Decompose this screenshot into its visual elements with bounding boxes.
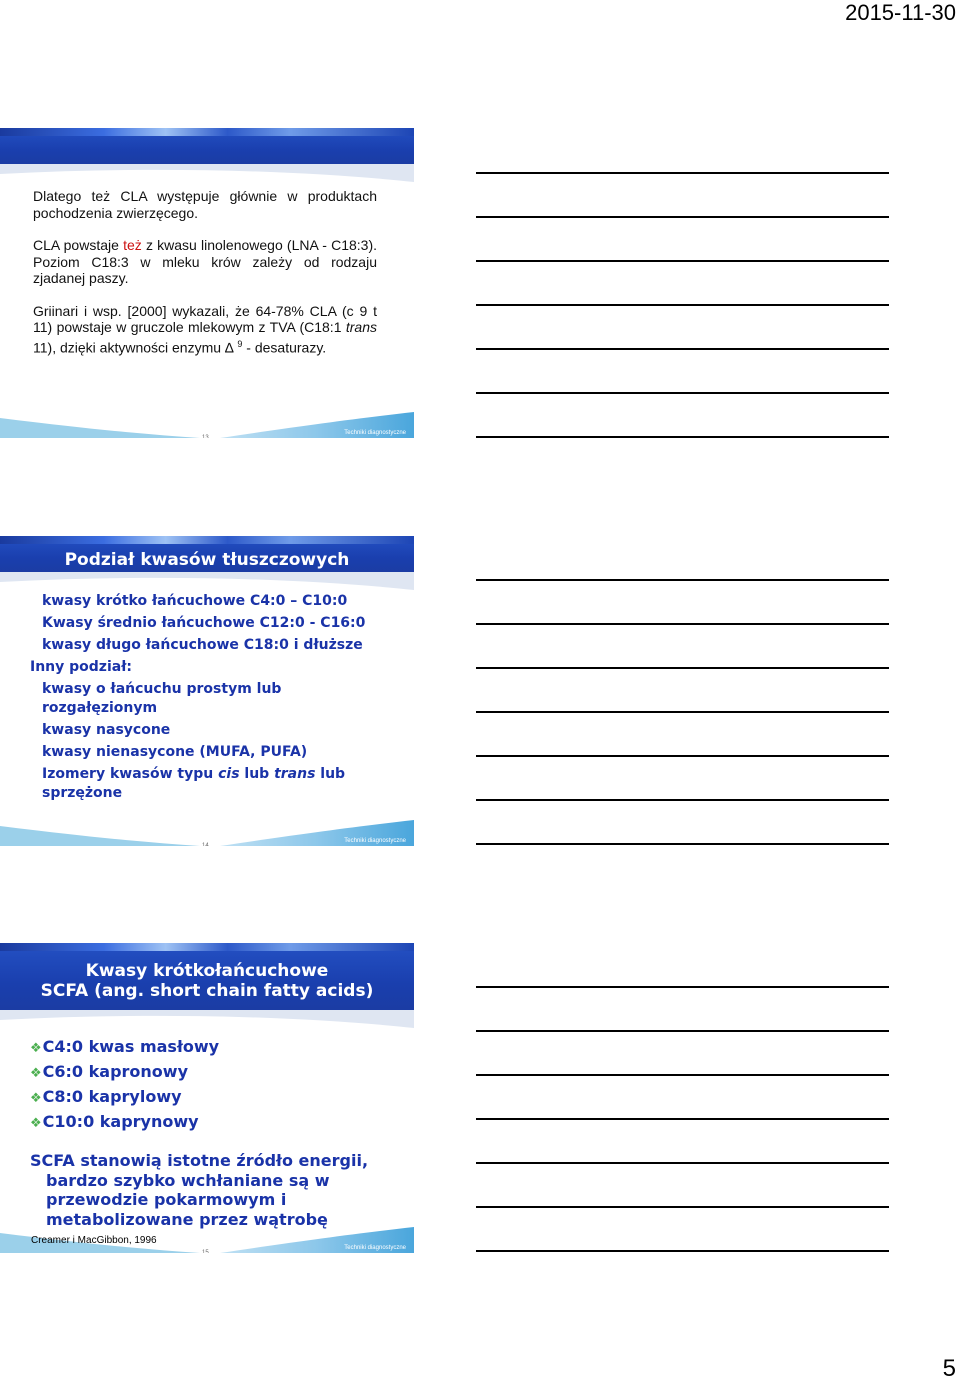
paragraph: Dlatego też CLA występuje głównie w produktach pochodzenia zwierzęcego. (33, 188, 377, 221)
footer-label: Techniki diagnostyczne (344, 838, 406, 844)
slide-body-text (33, 188, 377, 372)
note-line (476, 1074, 889, 1076)
slide-14 (0, 536, 414, 846)
page-number: 5 (942, 1355, 956, 1382)
citation: Creamer i MacGibbon, 1996 (31, 1235, 157, 1246)
diamond-bullet-icon: ❖ (30, 1116, 42, 1131)
header-stripe (0, 128, 414, 136)
note-line (476, 623, 889, 625)
list-item: kwasy krótko łańcuchowe C4:0 – C10:0 (42, 593, 348, 609)
diamond-bullet-icon: ❖ (30, 1091, 42, 1106)
slide-15 (0, 943, 414, 1253)
slide-paragraph: SCFA stanowią istotne źródło energii, bardzo szybko wchłaniane są w przewodzie pokarmowym i metabolizowane przez wątrobę (30, 1151, 369, 1229)
note-line (476, 1030, 889, 1032)
list-item: Izomery kwasów typu cis lub trans lub sprzężone (42, 766, 346, 801)
list-item: kwasy nasycone (42, 722, 171, 738)
slide-list (30, 1035, 410, 1135)
list-item: ❖C4:0 kwas masłowy (30, 1037, 220, 1056)
note-line (476, 711, 889, 713)
note-line (476, 1250, 889, 1252)
list-heading: Inny podział: (30, 659, 132, 675)
footer-label: Techniki diagnostyczne (344, 1245, 406, 1251)
note-line (476, 986, 889, 988)
list-item: kwasy długo łańcuchowe C18:0 i dłuższe (42, 637, 363, 653)
slide-header-bar (0, 943, 414, 1011)
note-line (476, 579, 889, 581)
list-item: Kwasy średnio łańcuchowe C12:0 - C16:0 (42, 615, 366, 631)
note-line (476, 755, 889, 757)
list-item: ❖C8:0 kaprylowy (30, 1087, 182, 1106)
note-line (476, 260, 889, 262)
diamond-bullet-icon: ❖ (30, 1041, 42, 1056)
list-item: ❖C6:0 kapronowy (30, 1062, 188, 1081)
list-item: kwasy o łańcuchu prostym lub rozgałęzionym (42, 681, 282, 716)
header-swoosh (0, 1010, 414, 1030)
page-date: 2015-11-30 (845, 0, 956, 25)
header-swoosh (0, 164, 414, 184)
paragraph: Griinari i wsp. [2000] wykazali, że 64-78% CLA (c 9 t 11) powstaje w gruczole mlekowym z TVA (C18:1 trans 11), dzięki aktywności enzymu ∆ $^9$ - desaturazy. (33, 302, 377, 356)
slide-title (0, 961, 414, 1001)
paragraph: CLA powstaje też z kwasu linolenowego (LNA - C18:3). Poziom C18:3 w mleku krów zależy od rodzaju zjadanej paszy. (33, 237, 377, 286)
note-line (476, 843, 889, 845)
header-stripe (0, 943, 414, 951)
slide-header-bar (0, 128, 414, 165)
note-line (476, 1118, 889, 1120)
note-line (476, 172, 889, 174)
note-line (476, 799, 889, 801)
slide-13 (0, 128, 414, 438)
note-line (476, 1162, 889, 1164)
list-item: kwasy nienasycone (MUFA, PUFA) (42, 744, 308, 760)
slide-list (30, 592, 410, 806)
header-swoosh (0, 572, 414, 592)
note-line (476, 304, 889, 306)
slide-title: Podział kwasów tłuszczowych (64, 550, 350, 570)
note-line (476, 216, 889, 218)
note-line (476, 667, 889, 669)
slide-number: 13 (202, 435, 209, 438)
slide-header-bar (0, 536, 414, 573)
slide-number: 15 (202, 1250, 209, 1253)
footer-label: Techniki diagnostyczne (344, 430, 406, 436)
header-stripe (0, 536, 414, 544)
delta-symbol: ∆ (224, 339, 234, 356)
highlight-word: też (123, 237, 142, 253)
slide-number: 14 (202, 843, 209, 846)
slide-title-line: SCFA (ang. short chain fatty acids) (40, 981, 374, 1001)
note-line (476, 1206, 889, 1208)
note-line (476, 392, 889, 394)
slide-title-line: Kwasy krótkołańcuchowe (85, 961, 329, 981)
note-line (476, 436, 889, 438)
diamond-bullet-icon: ❖ (30, 1066, 42, 1081)
note-line (476, 348, 889, 350)
list-item: ❖C10:0 kaprynowy (30, 1112, 199, 1131)
